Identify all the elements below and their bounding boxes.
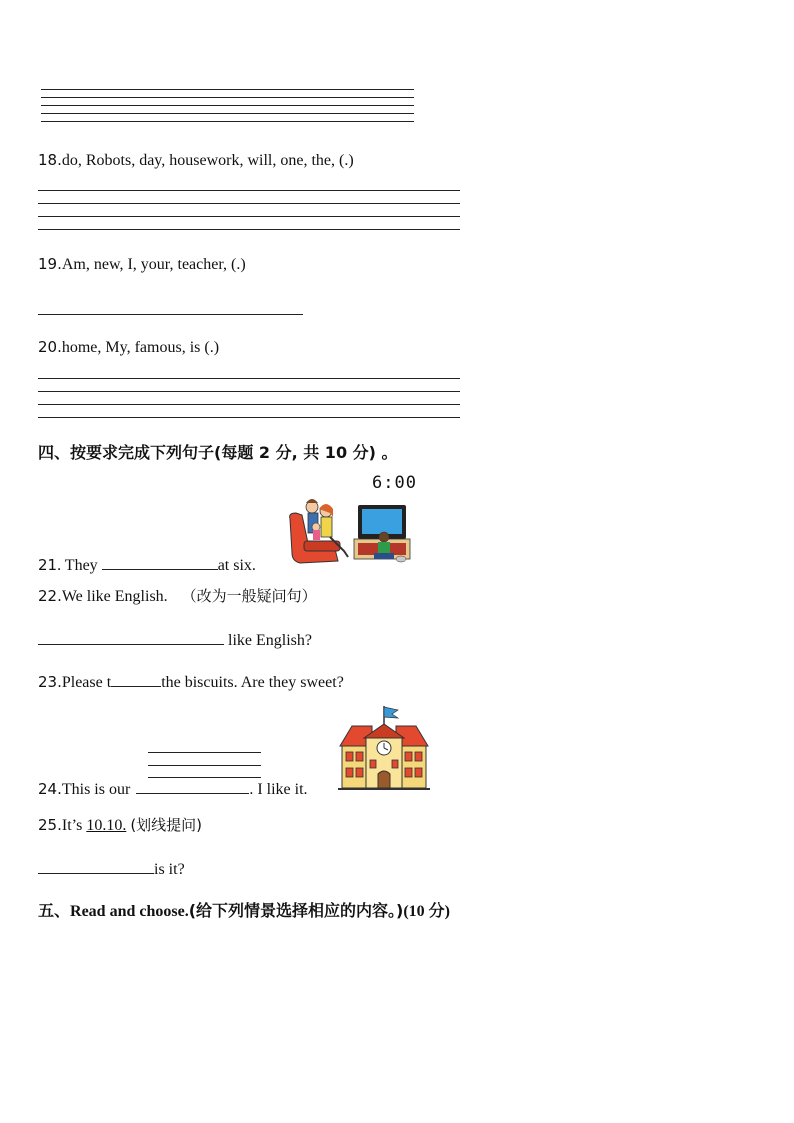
question-number: 18. (38, 151, 62, 169)
question-24 (38, 777, 308, 800)
underlined-time: 10.10. (86, 817, 127, 834)
question-number: 19. (38, 255, 62, 273)
answer-line-19[interactable] (38, 314, 303, 315)
question-text: home, My, famous, is (.) (61, 339, 220, 356)
question-number: 21 (38, 556, 58, 574)
question-number: 24. (38, 780, 62, 798)
question-text: Am, new, I, your, teacher, (.) (61, 256, 246, 273)
question-text-pre: . They (57, 557, 98, 574)
answer-row-22 (38, 628, 312, 651)
question-instruction: (划线提问) (130, 816, 203, 834)
answer-tail: is it? (154, 861, 185, 878)
question-number: 25. (38, 816, 62, 834)
answer-row-25 (38, 857, 185, 880)
question-number: 20. (38, 338, 62, 356)
answer-blank-21[interactable] (102, 553, 218, 570)
answer-blank-25[interactable] (38, 857, 154, 874)
question-23 (38, 670, 344, 693)
answer-blank-24[interactable] (136, 777, 249, 794)
answer-blank-23[interactable] (111, 670, 161, 687)
school-building-illustration (336, 704, 432, 794)
question-instruction: （改为一般疑问句） (181, 587, 317, 605)
answer-tail: like English? (228, 632, 312, 649)
question-22 (38, 586, 317, 607)
question-text: do, Robots, day, housework, will, one, the, (.) (61, 152, 354, 169)
question-25 (38, 815, 202, 836)
question-text-post: the biscuits. Are they sweet? (161, 674, 344, 691)
section-5-score: (10 分) (403, 903, 451, 920)
question-number: 22. (38, 587, 62, 605)
section-4-heading: 四、按要求完成下列句子(每题 2 分, 共 10 分) 。 (38, 443, 398, 462)
question-18 (38, 150, 354, 171)
question-number: 23. (38, 673, 62, 691)
family-watching-tv-illustration (286, 495, 412, 565)
section-5-heading (38, 898, 450, 921)
answer-blank-22[interactable] (38, 628, 224, 645)
question-text: We like English. (61, 588, 168, 605)
question-20 (38, 337, 219, 358)
question-text-pre: Please t (61, 674, 112, 691)
section-5-title-en: Read and choose. (70, 903, 189, 920)
question-21 (38, 553, 256, 576)
question-text-post: at six. (217, 557, 256, 574)
section-5-prefix: 五、 (38, 901, 71, 920)
question-19 (38, 254, 246, 275)
question-text-pre: This is our (61, 781, 131, 798)
section-5-title-cn: (给下列情景选择相应的内容。) (188, 901, 404, 920)
question-text-post: . I like it. (249, 781, 308, 798)
clock-time: 6:00 (372, 473, 417, 493)
question-text-pre: It’s (61, 817, 83, 834)
